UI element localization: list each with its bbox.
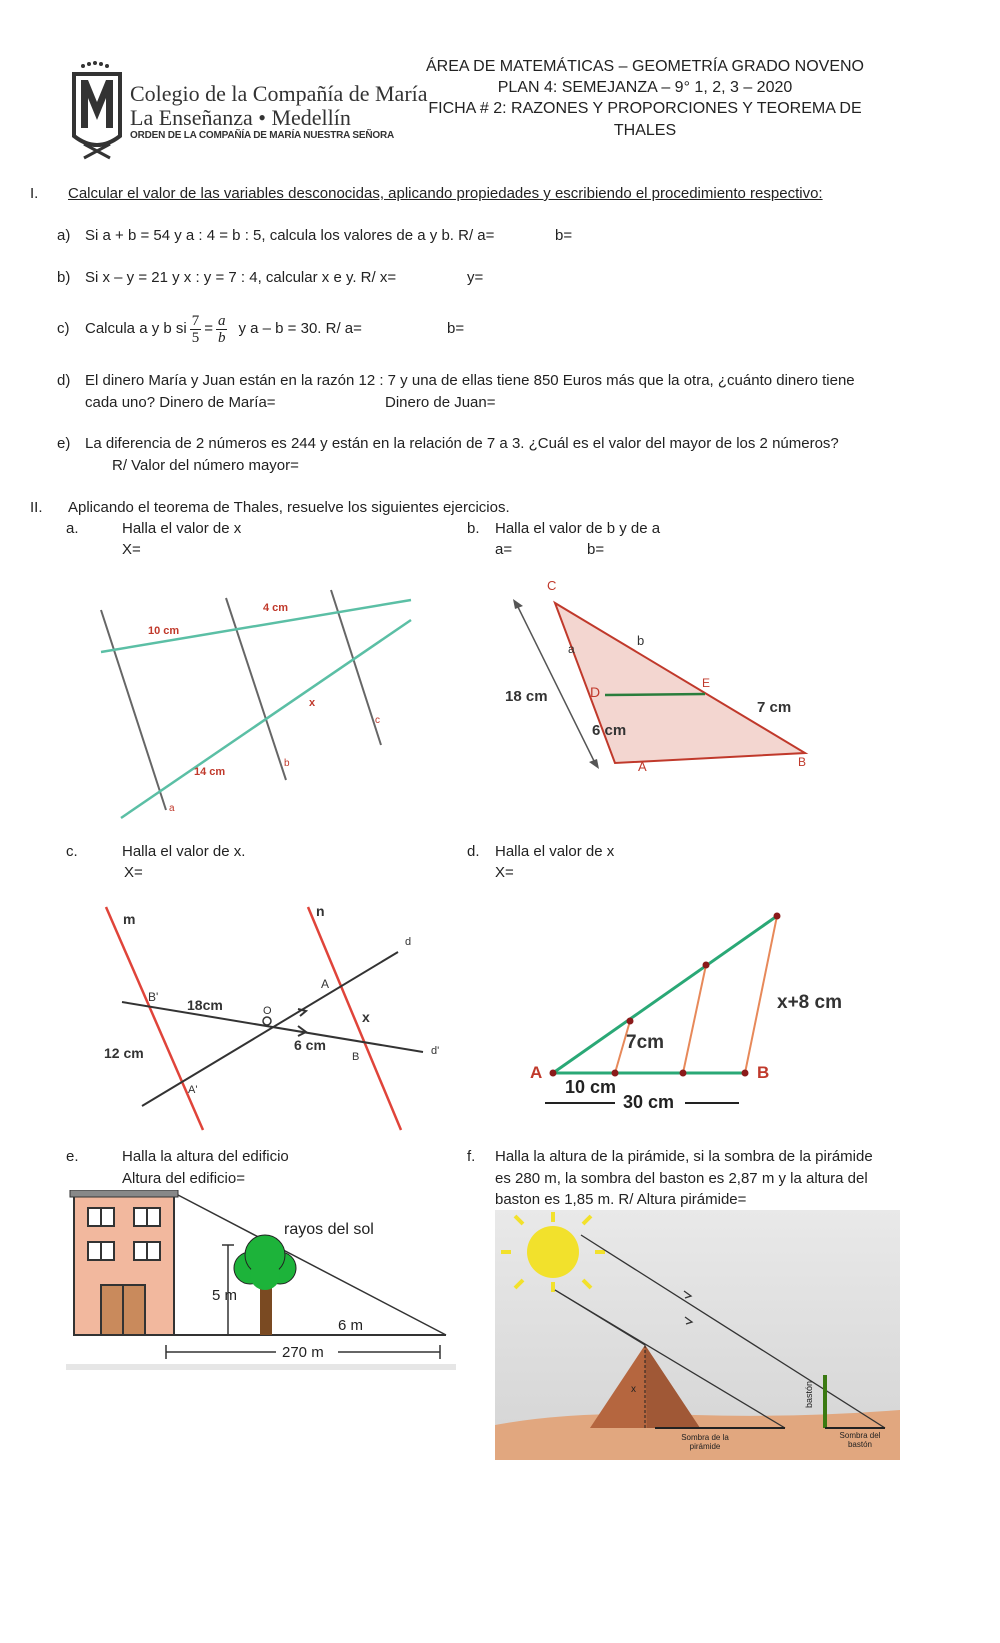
svg-text:7cm: 7cm bbox=[626, 1032, 665, 1053]
ex-d-label: d. bbox=[467, 843, 480, 860]
logo-emblem-icon bbox=[66, 58, 128, 162]
svg-text:bastón: bastón bbox=[847, 1440, 873, 1449]
item-b-label: b) bbox=[57, 269, 71, 286]
svg-text:12 cm: 12 cm bbox=[104, 1045, 144, 1061]
item-d-juan: Dinero de Juan= bbox=[385, 394, 496, 411]
svg-text:18cm: 18cm bbox=[187, 997, 223, 1013]
ex-e-text: Halla la altura del edificio bbox=[122, 1148, 289, 1165]
svg-text:270 m: 270 m bbox=[282, 1344, 324, 1361]
svg-text:B': B' bbox=[148, 990, 159, 1004]
svg-text:18 cm: 18 cm bbox=[505, 688, 548, 705]
ex-e-label: e. bbox=[66, 1148, 79, 1165]
svg-text:bastón: bastón bbox=[804, 1380, 814, 1408]
svg-text:4 cm: 4 cm bbox=[263, 602, 289, 614]
school-subtitle: ORDEN DE LA COMPAÑÍA DE MARÍA NUESTRA SEÑORA bbox=[130, 130, 394, 141]
section1-title: Calcular el valor de las variables desconocidas, aplicando propiedades y escribiendo el procedimiento respectivo: bbox=[68, 185, 823, 202]
svg-text:7 cm: 7 cm bbox=[757, 699, 792, 716]
svg-text:rayos del sol: rayos del sol bbox=[284, 1221, 374, 1238]
item-c-text: Calcula a y b si $\frac{7}{5}$ = $\frac{a}{b}$ y a – b = 30. R/ a= bbox=[85, 312, 362, 346]
header-plan: PLAN 4: SEMEJANZA – 9° 1, 2, 3 – 2020 bbox=[497, 79, 793, 96]
ex-c-answer: X= bbox=[124, 864, 143, 881]
ex-e-answer: Altura del edificio= bbox=[122, 1170, 245, 1187]
ex-b-answer-a: a= bbox=[495, 541, 513, 558]
ex-f-line3: baston es 1,85 m. R/ Altura pirámide= bbox=[495, 1191, 747, 1208]
item-c-after: y a – b = 30. R/ a= bbox=[238, 320, 362, 337]
svg-text:A: A bbox=[530, 1063, 543, 1082]
ex-b-label: b. bbox=[467, 520, 480, 537]
section2-title: Aplicando el teorema de Thales, resuelve los siguientes ejercicios. bbox=[68, 499, 510, 516]
svg-text:Sombra del: Sombra del bbox=[839, 1431, 881, 1440]
svg-text:A': A' bbox=[188, 1084, 198, 1096]
ex-a-label: a. bbox=[66, 520, 79, 537]
item-e-line1: La diferencia de 2 números es 244 y están en la relación de 7 a 3. ¿Cuál es el valor del mayor de los 2 números? bbox=[85, 435, 839, 452]
ex-c-label: c. bbox=[66, 843, 78, 860]
item-c-label: c) bbox=[57, 320, 70, 337]
svg-text:c: c bbox=[375, 715, 380, 726]
header-ficha: FICHA # 2: RAZONES Y PROPORCIONES Y TEOREMA DE THALES bbox=[428, 100, 862, 139]
svg-text:a: a bbox=[169, 803, 175, 814]
svg-text:6 m: 6 m bbox=[338, 1317, 364, 1334]
ex-f-line1: Halla la altura de la pirámide, si la sombra de la pirámide bbox=[495, 1148, 873, 1165]
ex-b-answer-b: b= bbox=[587, 541, 605, 558]
svg-text:14 cm: 14 cm bbox=[194, 766, 226, 778]
item-c-before: Calcula a y b si bbox=[85, 320, 187, 337]
item-c-answer-b: b= bbox=[447, 320, 465, 337]
svg-text:B: B bbox=[352, 1051, 360, 1063]
svg-text:B: B bbox=[757, 1063, 770, 1082]
ex-a-answer: X= bbox=[122, 541, 141, 558]
item-d-maria: cada uno? Dinero de María= bbox=[85, 394, 276, 411]
svg-text:30 cm: 30 cm bbox=[623, 1092, 675, 1112]
svg-text:5 m: 5 m bbox=[212, 1287, 238, 1304]
svg-text:x: x bbox=[309, 697, 316, 709]
svg-text:x: x bbox=[631, 1384, 636, 1395]
school-name bbox=[130, 82, 428, 130]
item-a-text: Si a + b = 54 y a : 4 = b : 5, calcula los valores de a y b. R/ a= bbox=[85, 227, 495, 244]
svg-text:d: d bbox=[405, 936, 412, 948]
svg-text:n: n bbox=[316, 903, 325, 919]
header-area: ÁREA DE MATEMÁTICAS – GEOMETRÍA GRADO NOVENO bbox=[426, 58, 864, 75]
svg-text:6 cm: 6 cm bbox=[592, 722, 627, 739]
svg-text:x+8 cm: x+8 cm bbox=[777, 992, 842, 1013]
figure-d bbox=[525, 900, 855, 1125]
school-name-line1: Colegio de la Compañía de María bbox=[130, 81, 428, 106]
svg-text:b: b bbox=[637, 633, 645, 648]
svg-text:E: E bbox=[702, 676, 711, 690]
figure-a bbox=[66, 580, 426, 830]
item-a-answer-b: b= bbox=[555, 227, 573, 244]
svg-text:A: A bbox=[638, 759, 647, 774]
figure-b bbox=[495, 575, 835, 800]
item-e-line2: R/ Valor del número mayor= bbox=[112, 457, 299, 474]
item-a-label: a) bbox=[57, 227, 71, 244]
svg-text:m: m bbox=[123, 911, 136, 927]
item-e-label: e) bbox=[57, 435, 71, 452]
svg-text:b: b bbox=[284, 758, 290, 769]
item-d-label: d) bbox=[57, 372, 71, 389]
ex-d-answer: X= bbox=[495, 864, 514, 881]
svg-text:a: a bbox=[568, 642, 575, 656]
svg-text:Sombra de la: Sombra de la bbox=[681, 1433, 729, 1442]
section1-number: I. bbox=[30, 185, 39, 202]
school-name-line2: La Enseñanza • Medellín bbox=[130, 105, 351, 130]
svg-text:A: A bbox=[321, 977, 330, 991]
svg-text:d': d' bbox=[431, 1045, 440, 1057]
svg-text:O: O bbox=[263, 1005, 272, 1017]
section2-number: II. bbox=[30, 499, 43, 516]
svg-text:x: x bbox=[362, 1009, 370, 1025]
ex-b-text: Halla el valor de b y de a bbox=[495, 520, 661, 537]
ex-f-label: f. bbox=[467, 1148, 476, 1165]
svg-text:10 cm: 10 cm bbox=[148, 625, 180, 637]
svg-text:B: B bbox=[798, 755, 807, 769]
figure-f bbox=[495, 1210, 900, 1460]
item-b-answer-y: y= bbox=[467, 269, 484, 286]
ex-d-text: Halla el valor de x bbox=[495, 843, 615, 860]
fraction-7-5: $\frac{7}{5}$ bbox=[191, 312, 200, 346]
ex-a-text: Halla el valor de x bbox=[122, 520, 242, 537]
fraction-a-b: $\frac{a}{b}$ bbox=[217, 312, 226, 346]
ex-f-line2: es 280 m, la sombra del baston es 2,87 m y la altura del bbox=[495, 1170, 868, 1187]
svg-text:10 cm: 10 cm bbox=[565, 1077, 617, 1097]
svg-text:pirámide: pirámide bbox=[689, 1442, 721, 1451]
figure-c bbox=[98, 895, 458, 1135]
svg-text:D: D bbox=[590, 684, 601, 700]
item-d-line1: El dinero María y Juan están en la razón 12 : 7 y una de ellas tiene 850 Euros más que la otra, ¿cuánto dinero tiene bbox=[85, 372, 855, 389]
item-b-text: Si x – y = 21 y x : y = 7 : 4, calcular x e y. R/ x= bbox=[85, 269, 397, 286]
svg-text:6 cm: 6 cm bbox=[294, 1037, 326, 1053]
figure-e bbox=[66, 1190, 456, 1370]
svg-text:C: C bbox=[547, 578, 557, 593]
ex-c-text: Halla el valor de x. bbox=[122, 843, 246, 860]
